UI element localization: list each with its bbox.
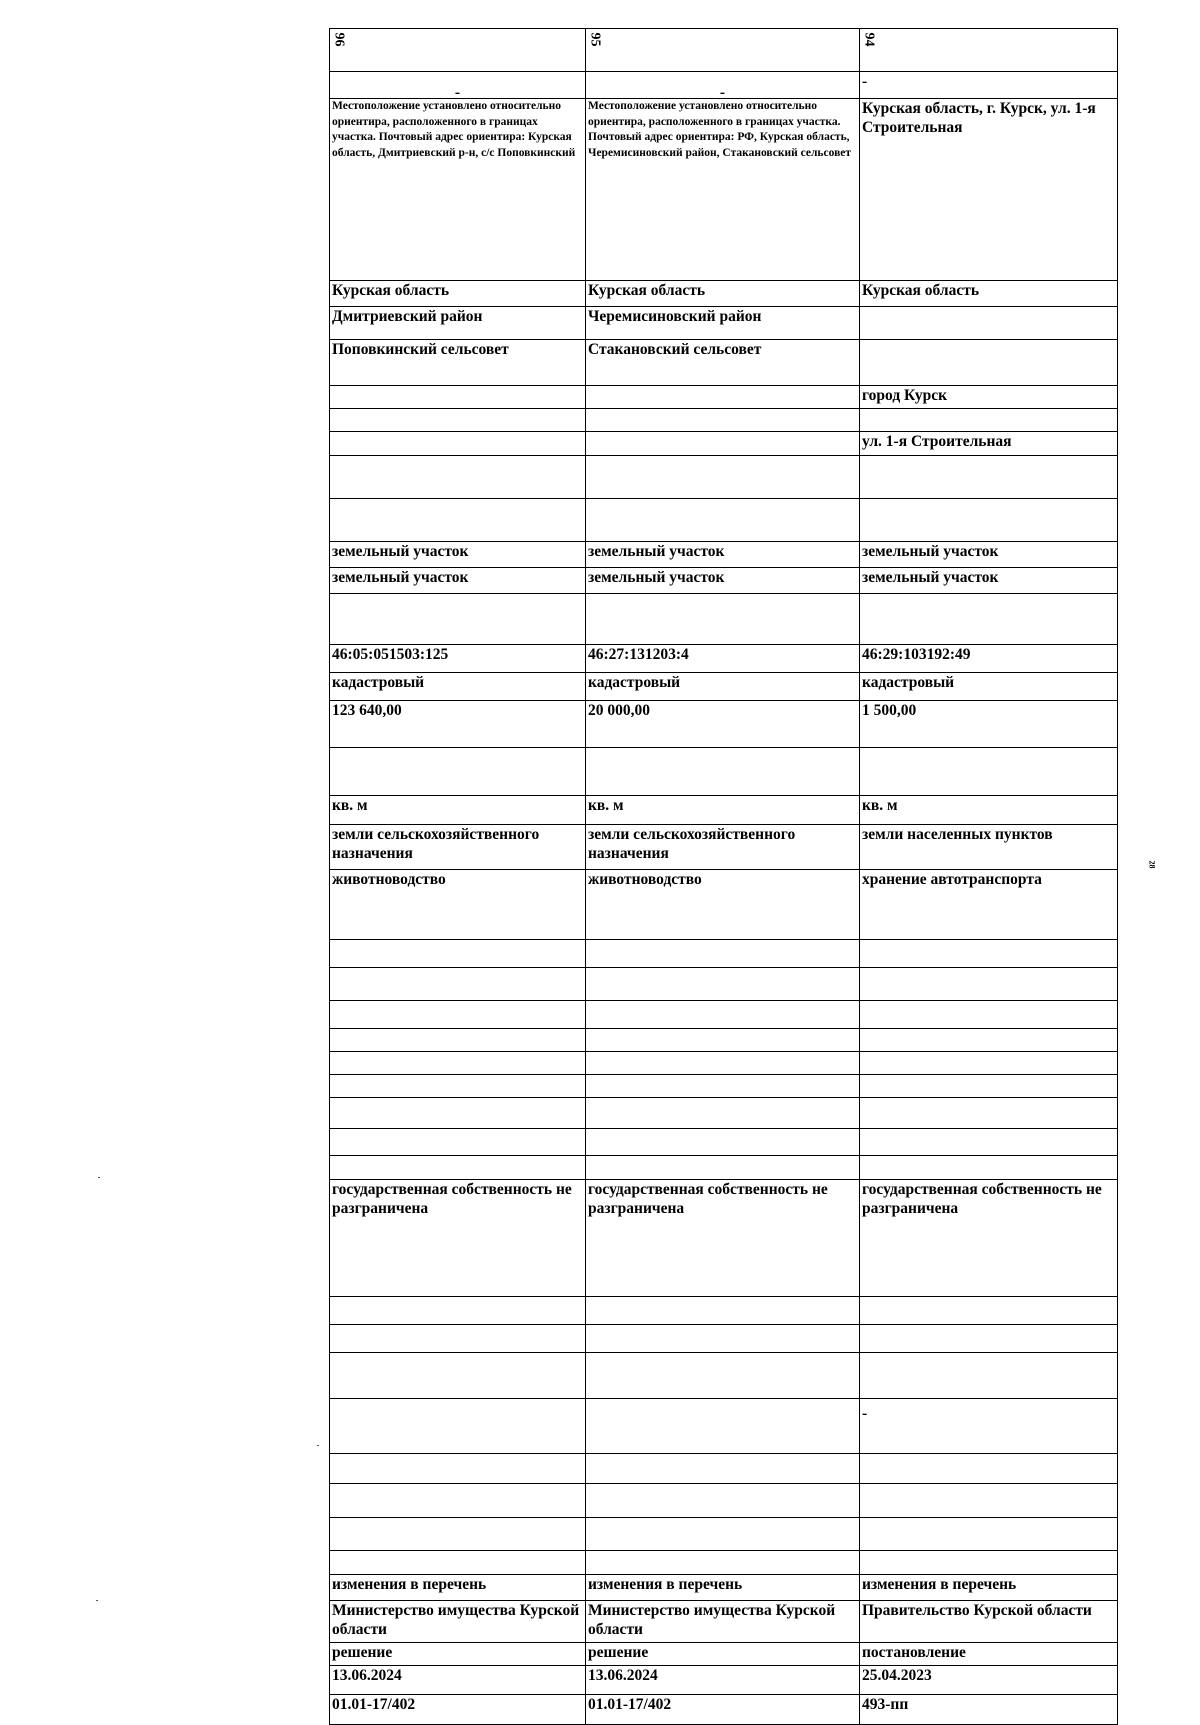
cell-area: 20 000,00 [586,701,860,748]
cell-empty [586,1075,860,1098]
cell-extra_dash [586,1399,860,1454]
cell-address: Курская область, г. Курск, ул. 1-я Строительная [860,99,1118,281]
cell-address: Местоположение установлено относительно ориентира, расположенного в границах участка. Почтовый адрес ориентира: Курская область, Дмитриевский р-н, с/с Поповкинский [330,99,586,281]
cell-empty [330,1029,586,1052]
cell-object_type: земельный участок [860,542,1118,568]
cell-land_category: земли населенных пунктов [860,825,1118,870]
cell-dash: - [586,72,860,99]
column-number: 95 [587,32,603,47]
cell-empty [330,409,586,432]
cell-number_type: кадастровый [860,673,1118,701]
cell-empty [586,1551,860,1575]
cell-empty [860,1098,1118,1129]
cell-empty [330,1098,586,1129]
cell-city: город Курск [860,386,1118,409]
cell-cadastral_number: 46:27:131203:4 [586,645,860,673]
cell-act_number: 01.01-17/402 [586,1695,860,1725]
cell-empty [330,1353,586,1399]
cell-empty [586,1098,860,1129]
cell-empty [586,1129,860,1156]
row-empty [330,1325,1118,1353]
row-dash [330,72,1118,99]
cell-empty [860,1551,1118,1575]
row-empty [330,940,1118,968]
row-empty [330,456,1118,499]
cell-empty [860,940,1118,968]
row-empty [330,1156,1118,1180]
cell-empty [586,409,860,432]
row-cadastral-number [330,645,1118,673]
cell-empty [330,1484,586,1518]
row-empty [330,499,1118,542]
cell-permitted_use: животноводство [330,870,586,940]
cell-act_date: 13.06.2024 [586,1666,860,1695]
cell-empty [586,1325,860,1353]
cell-region: Курская область [330,281,586,307]
row-empty [330,1075,1118,1098]
registry-table [329,28,1118,1725]
cell-empty [586,968,860,1001]
cell-empty [586,1297,860,1325]
cell-empty [586,748,860,796]
row-object-name [330,568,1118,594]
cell-act_type: решение [330,1643,586,1666]
cell-district: Черемисиновский район [586,307,860,340]
cell-empty [860,1325,1118,1353]
row-street [330,432,1118,456]
cell-act_date: 13.06.2024 [330,1666,586,1695]
cell-dash: - [860,72,1118,99]
cell-cadastral_number: 46:05:051503:125 [330,645,586,673]
row-empty [330,1518,1118,1551]
row-extra [330,1399,1118,1454]
cell-empty [330,1297,586,1325]
cell-empty [330,1325,586,1353]
row-empty [330,1001,1118,1029]
cell-act_number: 493-пп [860,1695,1118,1725]
cell-empty [586,499,860,542]
cell-street [586,432,860,456]
cell-empty [330,1518,586,1551]
cell-empty [860,1156,1118,1180]
row-empty [330,594,1118,645]
row-settlement [330,340,1118,386]
cell-empty [330,499,586,542]
cell-change_type: изменения в перечень [860,1575,1118,1601]
cell-object_name: земельный участок [586,568,860,594]
row-empty [330,1129,1118,1156]
cell-empty [330,456,586,499]
cell-empty [330,594,586,645]
cell-empty [860,1484,1118,1518]
row-ownership [330,1180,1118,1297]
cell-area: 1 500,00 [860,701,1118,748]
cell-city [330,386,586,409]
cell-street [330,432,586,456]
row-authority [330,1601,1118,1643]
cell-act_number: 01.01-17/402 [330,1695,586,1725]
cell-empty [860,748,1118,796]
cell-num [330,29,586,72]
cell-empty [586,1001,860,1029]
cell-empty [860,1052,1118,1075]
cell-ownership: государственная собственность не разграничена [860,1180,1118,1297]
cell-empty [860,1353,1118,1399]
cell-unit: кв. м [330,796,586,825]
cell-settlement [860,340,1118,386]
cell-ownership: государственная собственность не разграничена [586,1180,860,1297]
cell-empty [860,456,1118,499]
cell-num [586,29,860,72]
cell-change_type: изменения в перечень [330,1575,586,1601]
cell-extra_dash: - [860,1399,1118,1454]
cell-extra_dash [330,1399,586,1454]
cell-empty [330,1156,586,1180]
row-region [330,281,1118,307]
row-city [330,386,1118,409]
row-empty [330,1029,1118,1052]
row-district [330,307,1118,340]
row-empty [330,1098,1118,1129]
cell-empty [586,1353,860,1399]
cell-settlement: Поповкинский сельсовет [330,340,586,386]
cell-number_type: кадастровый [586,673,860,701]
cell-empty [860,1518,1118,1551]
cell-address: Местоположение установлено относительно ориентира, расположенного в границах участка. Почтовый адрес ориентира: РФ, Курская область, Черемисиновский район, Стакановский сельсовет [586,99,860,281]
row-act-date [330,1666,1118,1695]
cell-permitted_use: хранение автотранспорта [860,870,1118,940]
cell-land_category: земли сельскохозяйственного назначения [586,825,860,870]
row-empty [330,968,1118,1001]
cell-empty [860,1454,1118,1484]
cell-empty [586,940,860,968]
cell-empty [586,1484,860,1518]
row-area [330,701,1118,748]
cell-empty [586,1518,860,1551]
cell-dash: - [330,72,586,99]
cell-empty [860,499,1118,542]
cell-authority: Министерство имущества Курской области [586,1601,860,1643]
cell-region: Курская область [586,281,860,307]
cell-empty [586,1454,860,1484]
cell-authority: Правительство Курской области [860,1601,1118,1643]
cell-district: Дмитриевский район [330,307,586,340]
cell-empty [586,456,860,499]
cell-object_type: земельный участок [586,542,860,568]
cell-region: Курская область [860,281,1118,307]
cell-act_type: решение [586,1643,860,1666]
cell-empty [586,594,860,645]
cell-permitted_use: животноводство [586,870,860,940]
row-empty [330,409,1118,432]
cell-ownership: государственная собственность не разграничена [330,1180,586,1297]
cell-empty [330,1001,586,1029]
cell-object_name: земельный участок [330,568,586,594]
cell-land_category: земли сельскохозяйственного назначения [330,825,586,870]
cell-object_name: земельный участок [860,568,1118,594]
scan-speck [317,1445,319,1446]
cell-empty [860,409,1118,432]
row-empty [330,1484,1118,1518]
cell-empty [330,1052,586,1075]
row-land-category [330,825,1118,870]
row-empty [330,1297,1118,1325]
row-act-number [330,1695,1118,1725]
row-empty [330,1454,1118,1484]
cell-empty [330,1454,586,1484]
cell-act_type: постановление [860,1643,1118,1666]
cell-empty [860,1297,1118,1325]
row-number-type [330,673,1118,701]
cell-num [860,29,1118,72]
cell-empty [330,1551,586,1575]
cell-empty [860,1001,1118,1029]
row-empty [330,1353,1118,1399]
column-number: 96 [331,32,347,47]
cell-city [586,386,860,409]
cell-street: ул. 1-я Строительная [860,432,1118,456]
cell-unit: кв. м [860,796,1118,825]
cell-settlement: Стакановский сельсовет [586,340,860,386]
row-change-type [330,1575,1118,1601]
cell-empty [860,1129,1118,1156]
cell-empty [330,1075,586,1098]
row-number [330,29,1118,72]
column-number: 94 [861,32,877,47]
side-page-mark: 28 [1147,860,1157,869]
cell-empty [330,1129,586,1156]
row-empty [330,1551,1118,1575]
cell-empty [330,940,586,968]
row-object-type [330,542,1118,568]
scan-speck [96,1600,98,1601]
cell-authority: Министерство имущества Курской области [330,1601,586,1643]
row-empty [330,1052,1118,1075]
cell-empty [860,1029,1118,1052]
row-act-type [330,1643,1118,1666]
row-empty [330,748,1118,796]
cell-empty [586,1029,860,1052]
cell-change_type: изменения в перечень [586,1575,860,1601]
cell-empty [586,1156,860,1180]
cell-district [860,307,1118,340]
cell-cadastral_number: 46:29:103192:49 [860,645,1118,673]
cell-empty [860,968,1118,1001]
cell-empty [860,594,1118,645]
cell-unit: кв. м [586,796,860,825]
row-permitted-use [330,870,1118,940]
row-address [330,99,1118,281]
cell-empty [586,1052,860,1075]
row-unit [330,796,1118,825]
cell-area: 123 640,00 [330,701,586,748]
cell-empty [330,968,586,1001]
cell-empty [330,748,586,796]
cell-number_type: кадастровый [330,673,586,701]
scan-speck [98,1177,100,1178]
cell-object_type: земельный участок [330,542,586,568]
cell-act_date: 25.04.2023 [860,1666,1118,1695]
cell-empty [860,1075,1118,1098]
